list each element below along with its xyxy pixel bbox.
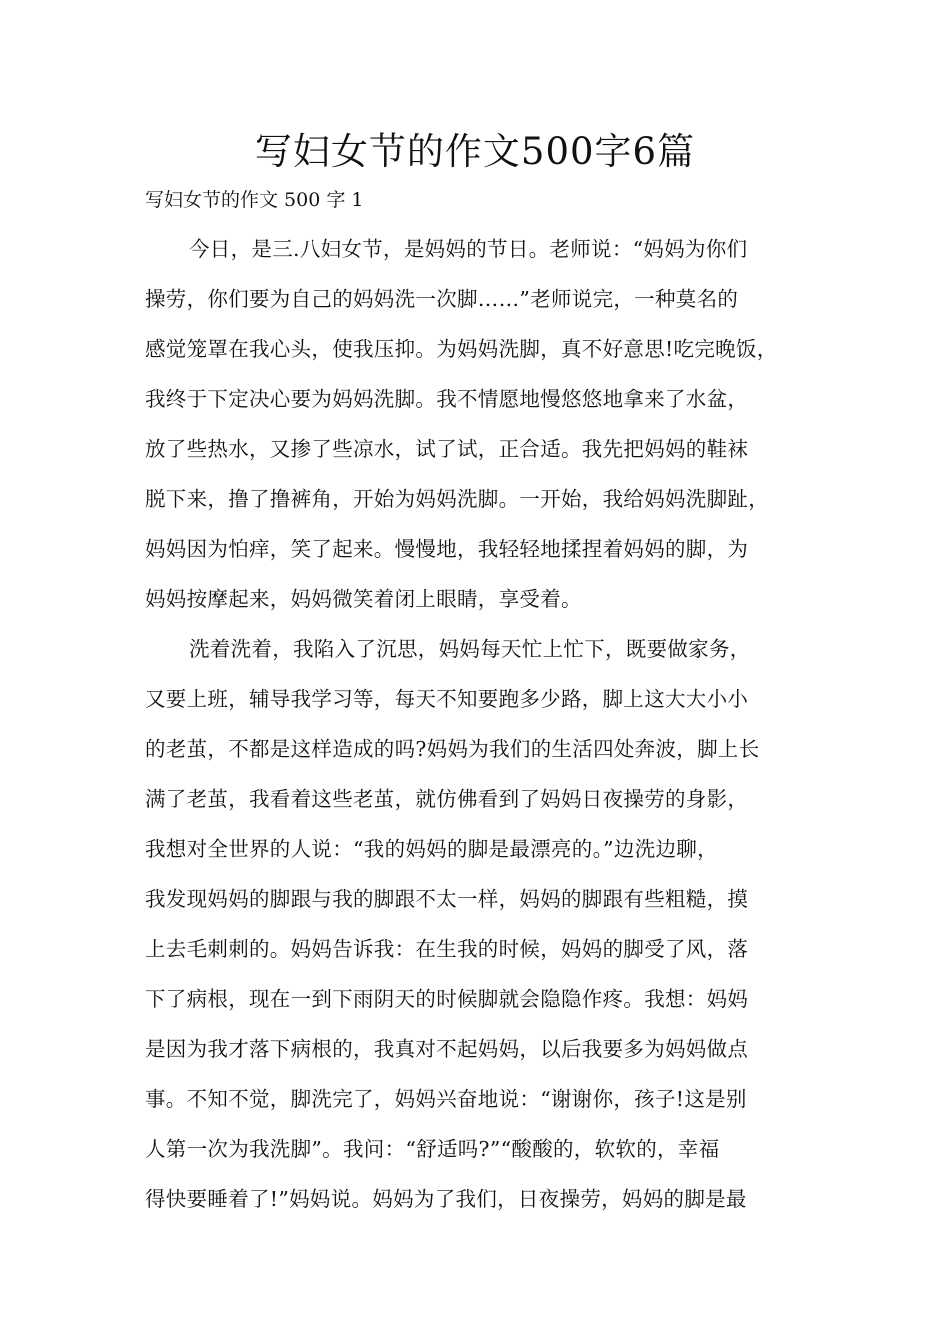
text-line: 满了老茧，我看着这些老茧，就仿佛看到了妈妈日夜操劳的身影， [145, 787, 749, 811]
text-line: 又要上班，辅导我学习等，每天不知要跑多少路，脚上这大大小小 [145, 687, 749, 711]
text-line: 上去毛刺刺的。妈妈告诉我：在生我的时候，妈妈的脚受了风，落 [145, 937, 749, 961]
text-line: 下了病根，现在一到下雨阴天的时候脚就会隐隐作疼。我想：妈妈 [145, 987, 749, 1011]
text-line: 是因为我才落下病根的，我真对不起妈妈，以后我要多为妈妈做点 [145, 1037, 749, 1061]
text-line: 操劳，你们要为自己的妈妈洗一次脚……”老师说完，一种莫名的 [145, 287, 739, 311]
text-line: 我发现妈妈的脚跟与我的脚跟不太一样，妈妈的脚跟有些粗糙，摸 [145, 887, 749, 911]
text-line: 得快要睡着了!”妈妈说。妈妈为了我们，日夜操劳，妈妈的脚是最 [145, 1187, 747, 1211]
text-line: 我想对全世界的人说：“我的妈妈的脚是最漂亮的。”边洗边聊， [145, 837, 718, 861]
paragraph-1 [145, 224, 825, 624]
text-line: 感觉笼罩在我心头，使我压抑。为妈妈洗脚，真不好意思!吃完晚饭， [145, 337, 778, 361]
text-line: 我终于下定决心要为妈妈洗脚。我不情愿地慢悠悠地拿来了水盆， [145, 387, 749, 411]
text-line: 妈妈按摩起来，妈妈微笑着闭上眼睛，享受着。 [145, 587, 582, 611]
text-line: 的老茧，不都是这样造成的吗?妈妈为我们的生活四处奔波，脚上长 [145, 737, 760, 761]
section-heading: 写妇女节的作文 500 字 1 [145, 189, 364, 211]
text-line: 事。不知不觉，脚洗完了，妈妈兴奋地说：“谢谢你，孩子!这是别 [145, 1087, 747, 1111]
text-line: 洗着洗着，我陷入了沉思，妈妈每天忙上忙下，既要做家务， [189, 637, 751, 661]
text-line: 脱下来，撸了撸裤角，开始为妈妈洗脚。一开始，我给妈妈洗脚趾， [145, 487, 769, 511]
text-line: 今日，是三.八妇女节，是妈妈的节日。老师说：“妈妈为你们 [189, 237, 748, 261]
text-line: 放了些热水，又掺了些凉水，试了试，正合适。我先把妈妈的鞋袜 [145, 437, 749, 461]
text-line: 人第一次为我洗脚”。我问：“舒适吗?”“酸酸的，软软的，幸福 [145, 1137, 720, 1161]
paragraph-2 [145, 624, 825, 1224]
text-line: 妈妈因为怕痒，笑了起来。慢慢地，我轻轻地揉捏着妈妈的脚，为 [145, 537, 749, 561]
document-title: 写妇女节的作文500字6篇 [254, 130, 696, 173]
essay-body [145, 224, 825, 1224]
